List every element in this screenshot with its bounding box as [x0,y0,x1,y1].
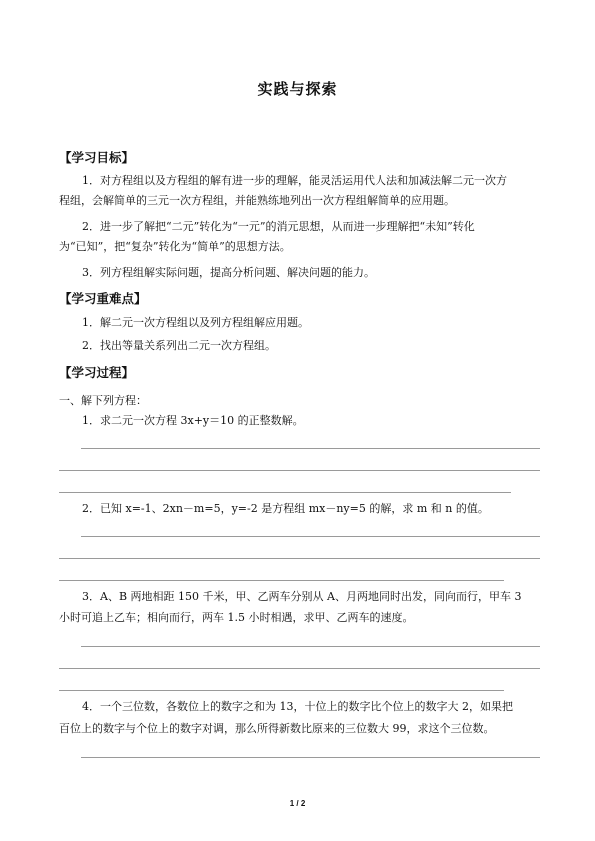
problem-3-line-1: 3．A、B 两地相距 150 千米，甲、乙两车分别从 A、月两地同时出发，同向而行，甲车 3 [82,590,522,603]
answer-line [59,690,504,691]
objective-1-line-2: 程组，会解简单的三元一次方程组，并能熟练地列出一次方程组解简单的应用题。 [59,194,455,207]
answer-line [81,757,540,758]
problem-3-line-2: 小时可追上乙车；相向而行，两车 1.5 小时相遇，求甲、乙两车的速度。 [59,611,414,624]
answer-line [81,646,540,647]
problem-2: 2．已知 x=-1、2xn－m=5，y=-2 是方程组 mx－ny=5 的解，求 m 和 n 的值。 [82,502,489,515]
problem-1: 1．求二元一次方程 3x+y＝10 的正整数解。 [82,414,304,427]
answer-line [59,492,511,493]
section-heading-process: 【学习过程】 [59,365,135,380]
objective-1-line-1: 1．对方程组以及方程组的解有进一步的理解，能灵活运用代人法和加减法解二元一次方 [82,174,507,187]
section-heading-objectives: 【学习目标】 [59,150,135,165]
answer-line [59,558,540,559]
answer-line [59,580,504,581]
process-intro: 一、解下列方程： [59,394,147,407]
objective-2-line-1: 2．进一步了解把“二元”转化为“一元”的消元思想，从而进一步理解把“未知”转化 [82,220,475,233]
objective-2-line-2: 为“已知”，把“复杂”转化为“简单”的思想方法。 [59,240,291,253]
answer-line [59,470,540,471]
answer-line [59,668,540,669]
page-title: 实践与探索 [257,80,338,98]
section-heading-key-points: 【学习重难点】 [59,291,147,306]
problem-4-line-2: 百位上的数字与个位上的数字对调，那么所得新数比原来的三位数大 99，求这个三位数。 [59,722,495,735]
key-point-2: 2．找出等量关系列出二元一次方程组。 [82,339,276,352]
answer-line [81,536,540,537]
key-point-1: 1．解二元一次方程组以及列方程组解应用题。 [82,316,309,329]
problem-4-line-1: 4．一个三位数，各数位上的数字之和为 13，十位上的数字比个位上的数字大 2，如果把 [82,700,513,713]
answer-line [81,448,540,449]
objective-3: 3．列方程组解实际问题，提高分析问题、解决问题的能力。 [82,266,375,279]
page-number: 1 / 2 [289,799,306,808]
